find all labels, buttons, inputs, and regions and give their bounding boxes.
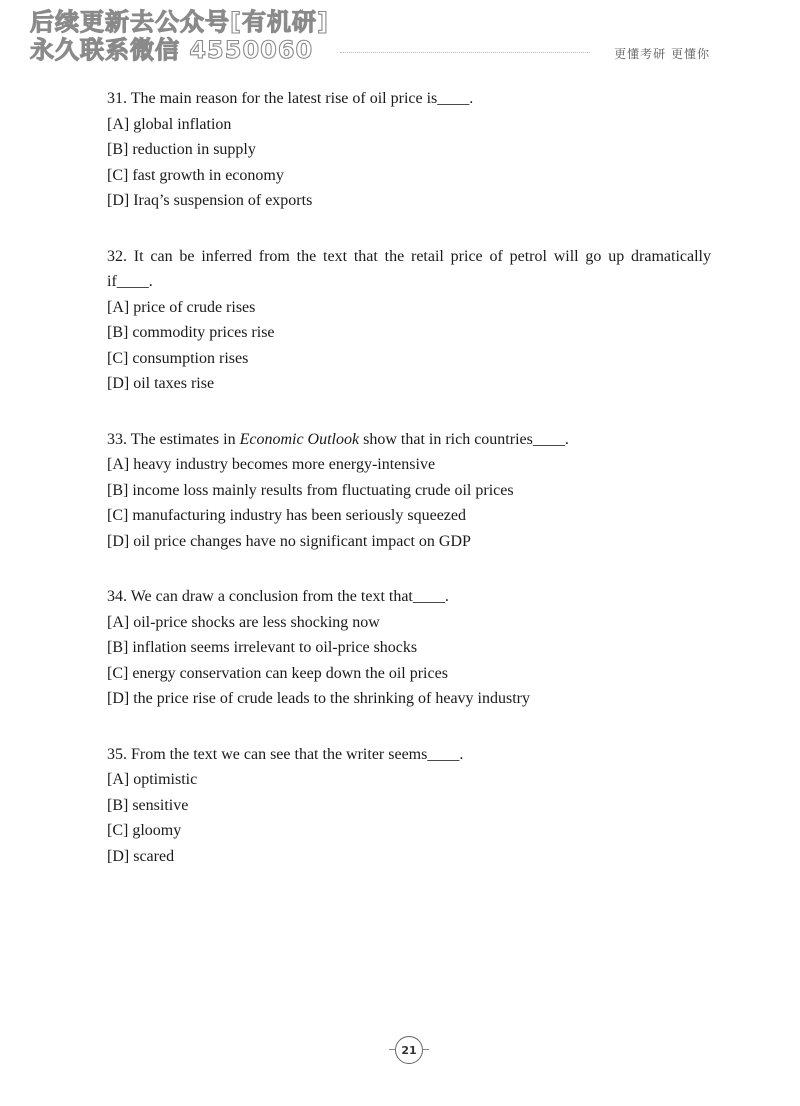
option-a: [A] optimistic [107,771,198,788]
option-c: [C] gloomy [107,822,182,839]
option-d: [D] the price rise of crude leads to the shrinking of heavy industry [107,690,530,707]
question-34 [107,584,711,712]
option-c: [C] consumption rises [107,349,249,367]
option-c: [C] fast growth in economy [107,166,284,184]
option-b: [B] income loss mainly results from fluctuating crude oil prices [107,481,514,499]
watermark-line-1: 后续更新去公众号[有机研] [30,8,329,36]
header-slogan: 更懂考研 更懂你 [614,47,710,61]
watermark-line-2: 永久联系微信 4550060 [30,36,314,64]
option-a: [A] price of crude rises [107,298,256,316]
question-list [107,86,711,899]
question-stem: 31. The main reason for the latest rise of oil price is____. [107,90,474,107]
stem-text-before: 33. The estimates in [107,430,240,448]
question-33 [107,427,711,555]
question-31 [107,86,711,214]
option-d: [D] oil taxes rise [107,375,215,392]
option-b: [B] commodity prices rise [107,324,275,341]
option-a: [A] oil-price shocks are less shocking now [107,613,380,631]
option-c: [C] energy conservation can keep down the oil prices [107,664,448,682]
question-32 [107,244,711,397]
watermark [30,8,329,64]
question-stem: 34. We can draw a conclusion from the text that____. [107,588,449,605]
header-divider [340,52,590,53]
option-c: [C] manufacturing industry has been seriously squeezed [107,507,467,524]
publication-title: Economic Outlook [239,430,360,448]
option-d: [D] oil price changes have no significant impact on GDP [107,532,471,550]
option-b: [B] inflation seems irrelevant to oil-price shocks [107,639,418,656]
option-d: [D] Iraq’s suspension of exports [107,192,313,209]
option-a: [A] heavy industry becomes more energy-intensive [107,456,436,473]
question-stem [107,427,711,453]
question-stem: 32. It can be inferred from the text that the retail price of petrol will go up dramatically if____. [107,247,711,290]
option-b: [B] sensitive [107,796,189,814]
page-number: 21 [395,1036,423,1064]
option-b: [B] reduction in supply [107,141,256,158]
option-d: [D] scared [107,847,175,865]
stem-text-after: show that in rich countries____. [359,430,569,448]
option-a: [A] global inflation [107,115,232,133]
question-35 [107,742,711,870]
question-stem: 35. From the text we can see that the writer seems____. [107,745,464,763]
